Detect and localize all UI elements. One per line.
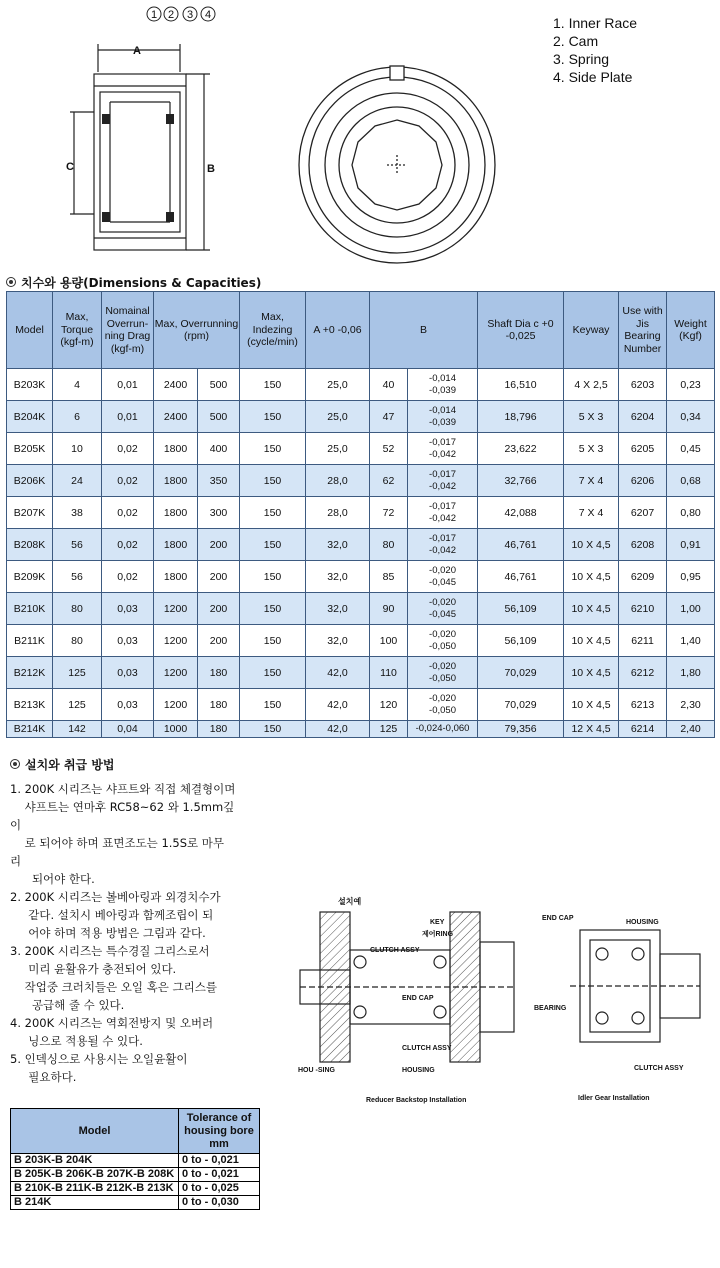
- cell-keyway: 10 X 4,5: [564, 625, 619, 657]
- cell-torque: 142: [53, 721, 102, 738]
- cell-rpm2: 500: [198, 369, 240, 401]
- cell-keyway: 10 X 4,5: [564, 561, 619, 593]
- label-clutch-assy-bottom: CLUTCH ASSY: [402, 1045, 452, 1052]
- cell-shaft: 70,029: [478, 657, 564, 689]
- cell-keyway: 10 X 4,5: [564, 593, 619, 625]
- cell-b: 90: [370, 593, 408, 625]
- cell-index: 150: [240, 689, 306, 721]
- cell-a: 28,0: [306, 497, 370, 529]
- cell-b: 72: [370, 497, 408, 529]
- cell-shaft: 18,796: [478, 401, 564, 433]
- cell-a: 42,0: [306, 657, 370, 689]
- col-b: B: [370, 292, 478, 369]
- cell-weight: 0,45: [667, 433, 715, 465]
- label-bearing: BEARING: [534, 1005, 567, 1012]
- parts-legend: [553, 14, 637, 86]
- cell-weight: 1,00: [667, 593, 715, 625]
- tolerance-lower: -0,042: [429, 448, 456, 460]
- cell-torque: 24: [53, 465, 102, 497]
- cell-a: 28,0: [306, 465, 370, 497]
- tolerance-lower: -0,050: [429, 704, 456, 716]
- cell-torque: 125: [53, 689, 102, 721]
- cell-torque: 6: [53, 401, 102, 433]
- tolerance-upper: -0,014: [429, 404, 456, 416]
- cell-bearing: 6210: [619, 593, 667, 625]
- cell-b-tolerance: [408, 721, 478, 738]
- cell-rpm1: 1800: [154, 465, 198, 497]
- cell-rpm2: 350: [198, 465, 240, 497]
- cell-drag: 0,04: [102, 721, 154, 738]
- cell-weight: 0,34: [667, 401, 715, 433]
- cell-tolerance: 0 to - 0,025: [179, 1182, 260, 1196]
- cell-model: B207K: [7, 497, 53, 529]
- cell-index: 150: [240, 433, 306, 465]
- cell-rpm1: 2400: [154, 401, 198, 433]
- table-header-row: [7, 292, 715, 369]
- table-row: [11, 1182, 260, 1196]
- cell-model: B206K: [7, 465, 53, 497]
- cell-torque: 10: [53, 433, 102, 465]
- table-row: [7, 625, 715, 657]
- cell-drag: 0,03: [102, 593, 154, 625]
- table-header-row: [11, 1109, 260, 1154]
- installation-heading: 설치와 취급 방법: [10, 756, 115, 773]
- table-row: [7, 529, 715, 561]
- cell-weight: 2,30: [667, 689, 715, 721]
- cell-shaft: 56,109: [478, 593, 564, 625]
- installation-drawing: [290, 890, 714, 1112]
- cell-tolerance: 0 to - 0,021: [179, 1154, 260, 1168]
- cell-keyway: 10 X 4,5: [564, 529, 619, 561]
- tolerance-upper: -0,024-0,060: [415, 723, 470, 734]
- cell-a: 32,0: [306, 593, 370, 625]
- cell-rpm1: 1200: [154, 689, 198, 721]
- cell-a: 42,0: [306, 721, 370, 738]
- cell-keyway: 5 X 3: [564, 433, 619, 465]
- tolerance-upper: -0,017: [429, 500, 456, 512]
- installation-notes: [10, 780, 272, 1086]
- cell-rpm1: 2400: [154, 369, 198, 401]
- legend-item: 2. Cam: [553, 33, 599, 49]
- table-row: [7, 721, 715, 738]
- cell-bearing: 6206: [619, 465, 667, 497]
- label-housing-right: HOUSING: [626, 919, 659, 926]
- cell-b: 40: [370, 369, 408, 401]
- cell-shaft: 70,029: [478, 689, 564, 721]
- cell-b: 47: [370, 401, 408, 433]
- cell-torque: 56: [53, 561, 102, 593]
- cell-b-tolerance: [408, 465, 478, 497]
- label-key: KEY: [430, 919, 445, 926]
- cell-index: 150: [240, 593, 306, 625]
- cell-b: 100: [370, 625, 408, 657]
- dim-label-a: A: [133, 45, 141, 57]
- tolerance-lower: -0,045: [429, 576, 456, 588]
- cell-rpm2: 200: [198, 529, 240, 561]
- cell-rpm2: 300: [198, 497, 240, 529]
- cell-index: 150: [240, 529, 306, 561]
- col-a: A +0 -0,06: [306, 292, 370, 369]
- cell-b: 120: [370, 689, 408, 721]
- note-item: 2. 200K 시리즈는 볼베아링과 외경치수가 같다. 설치시 베아링과 함께조립이 되 어야 하며 적용 방법은 그림과 같다.: [10, 890, 221, 940]
- cell-a: 25,0: [306, 401, 370, 433]
- cell-index: 150: [240, 721, 306, 738]
- cell-keyway: 10 X 4,5: [564, 689, 619, 721]
- col-indexing: Max, Indezing (cycle/min): [240, 292, 306, 369]
- cell-index: 150: [240, 369, 306, 401]
- cell-b: 85: [370, 561, 408, 593]
- table-row: [7, 561, 715, 593]
- table-row: [7, 497, 715, 529]
- cell-b-tolerance: [408, 657, 478, 689]
- cell-shaft: 32,766: [478, 465, 564, 497]
- col-shaft: Shaft Dia c +0 -0,025: [478, 292, 564, 369]
- cell-model: B204K: [7, 401, 53, 433]
- label-clutch-assy-right: CLUTCH ASSY: [634, 1065, 684, 1072]
- cell-index: 150: [240, 497, 306, 529]
- cell-weight: 1,80: [667, 657, 715, 689]
- clutch-cross-section-drawing: [60, 2, 230, 260]
- cell-weight: 0,95: [667, 561, 715, 593]
- cell-rpm1: 1800: [154, 529, 198, 561]
- clutch-front-view-drawing: [292, 60, 502, 270]
- cell-rpm2: 180: [198, 689, 240, 721]
- tolerance-upper: -0,014: [429, 372, 456, 384]
- cell-index: 150: [240, 625, 306, 657]
- table-row: [7, 369, 715, 401]
- cell-bearing: 6204: [619, 401, 667, 433]
- table-row: [7, 401, 715, 433]
- cell-bearing: 6207: [619, 497, 667, 529]
- cell-index: 150: [240, 657, 306, 689]
- label-ring: 제어RING: [422, 931, 454, 938]
- col-bearing: Use with Jis Bearing Number: [619, 292, 667, 369]
- cell-keyway: 7 X 4: [564, 497, 619, 529]
- cell-model: B213K: [7, 689, 53, 721]
- cell-rpm2: 200: [198, 625, 240, 657]
- cell-bearing: 6212: [619, 657, 667, 689]
- cell-drag: 0,02: [102, 529, 154, 561]
- cell-tolerance: 0 to - 0,021: [179, 1168, 260, 1182]
- col-torque: Max, Torque (kgf-m): [53, 292, 102, 369]
- cell-torque: 4: [53, 369, 102, 401]
- cell-index: 150: [240, 401, 306, 433]
- tolerance-upper: -0,020: [429, 692, 456, 704]
- tolerance-upper: -0,017: [429, 532, 456, 544]
- cell-bearing: 6205: [619, 433, 667, 465]
- cell-model: B203K: [7, 369, 53, 401]
- cell-drag: 0,01: [102, 401, 154, 433]
- note-item: 1. 200K 시리즈는 샤프트와 직접 체결형이며 샤프트는 연마후 RC58~62 와 1.5mm깊 이 로 되어야 하며 표면조도는 1.5S로 마무 리 되어야 한다.: [10, 782, 236, 886]
- cell-bearing: 6209: [619, 561, 667, 593]
- cell-keyway: 10 X 4,5: [564, 657, 619, 689]
- cell-model: B 205K-B 206K-B 207K-B 208K: [11, 1168, 179, 1182]
- cell-rpm2: 180: [198, 657, 240, 689]
- caption-reducer-backstop: Reducer Backstop Installation: [366, 1097, 467, 1104]
- cell-torque: 125: [53, 657, 102, 689]
- cell-bearing: 6211: [619, 625, 667, 657]
- part-number-1: 1: [151, 9, 158, 21]
- cell-model: B205K: [7, 433, 53, 465]
- cell-a: 25,0: [306, 433, 370, 465]
- cell-a: 32,0: [306, 625, 370, 657]
- label-end-cap-right: END CAP: [542, 915, 574, 922]
- cell-shaft: 56,109: [478, 625, 564, 657]
- cell-a: 32,0: [306, 561, 370, 593]
- cell-a: 32,0: [306, 529, 370, 561]
- col-tolerance: Tolerance of housing bore mm: [179, 1109, 260, 1154]
- tolerance-lower: -0,045: [429, 608, 456, 620]
- tolerance-lower: -0,039: [429, 416, 456, 428]
- cell-torque: 56: [53, 529, 102, 561]
- tolerance-upper: -0,020: [429, 596, 456, 608]
- cell-bearing: 6214: [619, 721, 667, 738]
- tolerance-lower: -0,050: [429, 640, 456, 652]
- cell-index: 150: [240, 561, 306, 593]
- cell-drag: 0,01: [102, 369, 154, 401]
- cell-torque: 80: [53, 593, 102, 625]
- note-item: 5. 인덱싱으로 사용시는 오일윤활이 필요하다.: [10, 1052, 188, 1084]
- cell-keyway: 5 X 3: [564, 401, 619, 433]
- cell-model: B 203K-B 204K: [11, 1154, 179, 1168]
- col-drag: Nomainal Overrun- ning Drag (kgf-m): [102, 292, 154, 369]
- cell-rpm2: 400: [198, 433, 240, 465]
- cell-rpm2: 500: [198, 401, 240, 433]
- part-number-3: 3: [187, 9, 194, 21]
- cell-model: B208K: [7, 529, 53, 561]
- cell-weight: 0,91: [667, 529, 715, 561]
- cell-drag: 0,03: [102, 625, 154, 657]
- label-end-cap-left: END CAP: [402, 995, 434, 1002]
- tolerance-upper: -0,017: [429, 436, 456, 448]
- label-hou-sing: HOU -SING: [298, 1067, 335, 1074]
- bullet-icon: [10, 759, 20, 769]
- cell-weight: 2,40: [667, 721, 715, 738]
- note-item: 3. 200K 시리즈는 특수경질 그리스로서 미리 윤활유가 충전되어 있다. 작업중 크러치들은 오일 혹은 그리스를 공급해 줄 수 있다.: [10, 944, 217, 1012]
- cell-b: 52: [370, 433, 408, 465]
- cell-a: 25,0: [306, 369, 370, 401]
- cell-keyway: 12 X 4,5: [564, 721, 619, 738]
- caption-idler-gear: Idler Gear Installation: [578, 1095, 650, 1102]
- cell-bearing: 6208: [619, 529, 667, 561]
- cell-rpm2: 200: [198, 561, 240, 593]
- cell-tolerance: 0 to - 0,030: [179, 1196, 260, 1210]
- table-row: [7, 657, 715, 689]
- tolerance-lower: -0,050: [429, 672, 456, 684]
- cell-rpm2: 200: [198, 593, 240, 625]
- col-overrunning: Max, Overrunning (rpm): [154, 292, 240, 369]
- cell-model: B214K: [7, 721, 53, 738]
- cell-model: B 214K: [11, 1196, 179, 1210]
- cell-model: B 210K-B 211K-B 212K-B 213K: [11, 1182, 179, 1196]
- cell-weight: 0,68: [667, 465, 715, 497]
- cell-shaft: 79,356: [478, 721, 564, 738]
- cell-index: 150: [240, 465, 306, 497]
- cell-model: B210K: [7, 593, 53, 625]
- cell-drag: 0,02: [102, 465, 154, 497]
- cell-b-tolerance: [408, 689, 478, 721]
- cell-shaft: 46,761: [478, 561, 564, 593]
- tolerance-upper: -0,020: [429, 660, 456, 672]
- col-weight: Weight (Kgf): [667, 292, 715, 369]
- cell-rpm1: 1000: [154, 721, 198, 738]
- table-row: [7, 465, 715, 497]
- cell-keyway: 7 X 4: [564, 465, 619, 497]
- table-row: [7, 689, 715, 721]
- dim-label-b: B: [207, 163, 215, 175]
- cell-b: 110: [370, 657, 408, 689]
- legend-item: 3. Spring: [553, 51, 610, 67]
- cell-weight: 0,80: [667, 497, 715, 529]
- cell-b-tolerance: [408, 593, 478, 625]
- col-keyway: Keyway: [564, 292, 619, 369]
- cell-bearing: 6203: [619, 369, 667, 401]
- cell-shaft: 42,088: [478, 497, 564, 529]
- tolerance-upper: -0,020: [429, 564, 456, 576]
- cell-rpm1: 1800: [154, 561, 198, 593]
- cell-rpm1: 1200: [154, 593, 198, 625]
- table-row: [11, 1154, 260, 1168]
- cell-drag: 0,03: [102, 689, 154, 721]
- housing-tolerance-table: [10, 1108, 260, 1210]
- cell-a: 42,0: [306, 689, 370, 721]
- cell-drag: 0,03: [102, 657, 154, 689]
- cell-shaft: 46,761: [478, 529, 564, 561]
- cell-b-tolerance: [408, 625, 478, 657]
- cell-weight: 0,23: [667, 369, 715, 401]
- cell-b-tolerance: [408, 401, 478, 433]
- cell-torque: 38: [53, 497, 102, 529]
- cell-drag: 0,02: [102, 497, 154, 529]
- cell-shaft: 16,510: [478, 369, 564, 401]
- tolerance-upper: -0,017: [429, 468, 456, 480]
- cell-b-tolerance: [408, 529, 478, 561]
- col-model: Model: [11, 1109, 179, 1154]
- cell-bearing: 6213: [619, 689, 667, 721]
- cell-rpm2: 180: [198, 721, 240, 738]
- cell-rpm1: 1800: [154, 497, 198, 529]
- tolerance-lower: -0,039: [429, 384, 456, 396]
- cell-b: 125: [370, 721, 408, 738]
- table-row: [11, 1168, 260, 1182]
- cell-torque: 80: [53, 625, 102, 657]
- cell-model: B212K: [7, 657, 53, 689]
- cell-b: 62: [370, 465, 408, 497]
- table-row: [7, 433, 715, 465]
- tolerance-lower: -0,042: [429, 544, 456, 556]
- bullet-icon: [6, 277, 16, 287]
- label-clutch-assy-top: CLUTCH ASSY: [370, 947, 420, 954]
- col-model: Model: [7, 292, 53, 369]
- cell-shaft: 23,622: [478, 433, 564, 465]
- cell-b: 80: [370, 529, 408, 561]
- cell-model: B211K: [7, 625, 53, 657]
- tolerance-lower: -0,042: [429, 480, 456, 492]
- cell-model: B209K: [7, 561, 53, 593]
- part-number-4: 4: [205, 9, 212, 21]
- cell-drag: 0,02: [102, 433, 154, 465]
- cell-rpm1: 1800: [154, 433, 198, 465]
- label-housing-left: HOUSING: [402, 1067, 435, 1074]
- cell-rpm1: 1200: [154, 657, 198, 689]
- dim-label-c: C: [66, 161, 74, 173]
- cell-rpm1: 1200: [154, 625, 198, 657]
- cell-b-tolerance: [408, 497, 478, 529]
- tolerance-upper: -0,020: [429, 628, 456, 640]
- part-number-2: 2: [168, 9, 175, 21]
- tolerance-lower: -0,042: [429, 512, 456, 524]
- cell-b-tolerance: [408, 369, 478, 401]
- label-install-example: 설치예: [338, 897, 362, 906]
- legend-item: 1. Inner Race: [553, 15, 638, 31]
- cell-keyway: 4 X 2,5: [564, 369, 619, 401]
- table-row: [7, 593, 715, 625]
- table-row: [11, 1196, 260, 1210]
- note-item: 4. 200K 시리즈는 역회전방지 및 오버러 닝으로 적용될 수 있다.: [10, 1016, 214, 1048]
- cell-b-tolerance: [408, 561, 478, 593]
- dimensions-heading: 치수와 용량(Dimensions & Capacities): [6, 274, 261, 291]
- dimensions-capacities-table: [6, 291, 715, 738]
- legend-item: 4. Side Plate: [553, 69, 633, 85]
- cell-weight: 1,40: [667, 625, 715, 657]
- cell-b-tolerance: [408, 433, 478, 465]
- cell-drag: 0,02: [102, 561, 154, 593]
